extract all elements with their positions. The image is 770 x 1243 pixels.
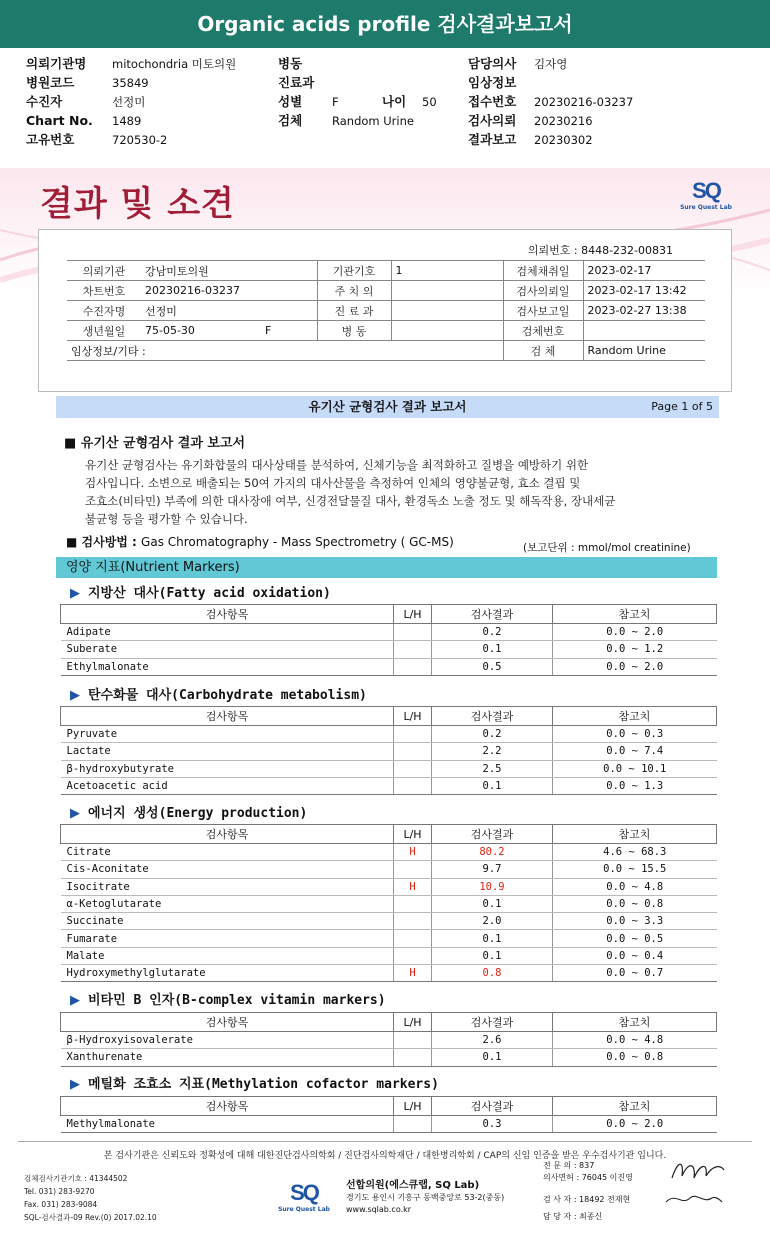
- header-lh: L/H: [394, 1097, 432, 1116]
- footer-logo-mark: SQ: [290, 1180, 318, 1205]
- category-title-text: 비타민 B 인자(B-complex vitamin markers): [88, 993, 386, 1008]
- info-label: 검체채취일: [503, 261, 583, 281]
- reference-range: 0.0 ~ 0.7: [553, 965, 717, 982]
- request-number-value: 8448-232-00831: [581, 244, 673, 257]
- result-value: 0.1: [432, 930, 553, 947]
- table-row: [61, 913, 717, 930]
- table-header-row: [61, 1013, 717, 1032]
- category-title-text: 지방산 대사(Fatty acid oxidation): [88, 586, 331, 601]
- header-label: 검사의뢰: [468, 113, 517, 128]
- result-value: 9.7: [432, 861, 553, 878]
- results-table: [60, 604, 717, 676]
- result-value: 0.1: [432, 641, 553, 658]
- table-row: [61, 965, 717, 982]
- info-value: 2023-02-17: [583, 261, 705, 281]
- signature-examiner: [664, 1190, 724, 1210]
- header-lh: L/H: [394, 605, 432, 624]
- header-result: 검사결과: [432, 707, 553, 726]
- section-description: [85, 456, 715, 528]
- lh-flag: H: [394, 844, 432, 861]
- lab-address: 경기도 용인시 기흥구 동백중앙로 53-2(중동): [346, 1193, 505, 1202]
- header-label: 병동: [278, 56, 303, 71]
- section-heading: ■ 유기산 균형검사 결과 보고서: [64, 436, 246, 451]
- lh-flag: [394, 624, 432, 641]
- signatory-line: 의사면허 : 76045 이진영: [543, 1172, 633, 1182]
- header-value: 20230216: [534, 114, 593, 128]
- info-value: [391, 301, 503, 321]
- lh-flag: [394, 947, 432, 964]
- header-value: 1489: [112, 114, 142, 128]
- info-label: 검체번호: [503, 321, 583, 341]
- footer-line: 검체검사기관기호 : 41344502: [24, 1174, 128, 1183]
- item-name: Adipate: [61, 624, 394, 641]
- header-label: 검체: [278, 113, 303, 128]
- reference-range: 0.0 ~ 0.3: [553, 726, 717, 743]
- info-label: 주 치 의: [317, 281, 391, 301]
- item-name: Citrate: [61, 844, 394, 861]
- header-ref: 참고치: [553, 605, 717, 624]
- header-item: 검사항목: [61, 1013, 394, 1032]
- result-value: 2.6: [432, 1032, 553, 1049]
- header-col-3: [468, 54, 633, 149]
- result-value: 0.1: [432, 1049, 553, 1066]
- logo-mark: SQ: [692, 178, 720, 203]
- lab-website: www.sqlab.co.kr: [346, 1205, 412, 1214]
- header-value: mitochondria 미토의원: [112, 57, 237, 71]
- category-title-text: 탄수화물 대사(Carbohydrate metabolism): [88, 688, 367, 703]
- info-label: 생년월일: [67, 321, 141, 341]
- item-name: Ethylmalonate: [61, 658, 394, 675]
- signature-doctor: [668, 1156, 728, 1186]
- header-label: 접수번호: [468, 94, 517, 109]
- header-label: 고유번호: [26, 132, 75, 147]
- sq-logo: [678, 178, 734, 224]
- signatory-line: 검 사 자 : 18492 전재현: [543, 1195, 631, 1204]
- item-name: Fumarate: [61, 930, 394, 947]
- table-row: [61, 726, 717, 743]
- info-value: 20230216-03237: [141, 281, 317, 301]
- info-value: 강남미토의원: [141, 261, 317, 281]
- reference-range: 0.0 ~ 0.8: [553, 895, 717, 912]
- reference-range: 0.0 ~ 15.5: [553, 861, 717, 878]
- reference-range: 0.0 ~ 0.8: [553, 1049, 717, 1066]
- header-label: 나이: [382, 94, 407, 109]
- result-value: 80.2: [432, 844, 553, 861]
- table-row: [61, 743, 717, 760]
- reference-range: 0.0 ~ 3.3: [553, 913, 717, 930]
- triangle-icon: ▶: [70, 993, 80, 1008]
- header-value: 20230302: [534, 133, 593, 147]
- accreditation-note: 본 검사기관은 신뢰도와 정확성에 대해 대한진단검사의학회 / 진단검사의학재단 / 대한병리학회 / CAP의 신임 인증을 받은 우수검사기관 입니다.: [103, 1151, 667, 1161]
- lh-flag: [394, 760, 432, 777]
- table-row: [61, 895, 717, 912]
- header-label: 수진자: [26, 94, 63, 109]
- info-value: 2023-02-17 13:42: [583, 281, 705, 301]
- table-header-row: [61, 825, 717, 844]
- table-header-row: [61, 707, 717, 726]
- triangle-icon: ▶: [70, 586, 80, 601]
- page-indicator: Page 1 of 5: [651, 400, 713, 413]
- result-value: 0.1: [432, 947, 553, 964]
- description-line: 검사입니다. 소변으로 배출되는 50여 가지의 대사산물을 측정하여 인체의 영양불균형, 효소 결핍 및: [85, 476, 581, 490]
- lh-flag: [394, 1116, 432, 1133]
- item-name: Methylmalonate: [61, 1116, 394, 1133]
- category-title-text: 에너지 생성(Energy production): [88, 806, 308, 821]
- footer-contact: [24, 1172, 157, 1224]
- lab-name: 선합의원(에스큐랩, SQ Lab): [346, 1180, 480, 1191]
- reference-range: 0.0 ~ 2.0: [553, 624, 717, 641]
- footer-logo-subtitle: Sure Quest Lab: [278, 1206, 330, 1213]
- reference-range: 0.0 ~ 4.8: [553, 878, 717, 895]
- category-title-text: 메틸화 조효소 지표(Methylation cofactor markers): [88, 1077, 439, 1092]
- lh-flag: [394, 641, 432, 658]
- reference-range: 4.6 ~ 68.3: [553, 844, 717, 861]
- description-line: 조효소(비타민) 부족에 의한 대사장애 여부, 신경전달물질 대사, 환경독소 노출 정도 및 해독작용, 장내세균: [85, 494, 616, 508]
- method-value: Gas Chromatography - Mass Spectrometry ( GC-MS): [141, 535, 454, 549]
- item-name: β-Hydroxyisovalerate: [61, 1032, 394, 1049]
- item-name: Xanthurenate: [61, 1049, 394, 1066]
- info-label: 기관기호: [317, 261, 391, 281]
- item-name: Suberate: [61, 641, 394, 658]
- category-title: [70, 802, 307, 821]
- table-row: [61, 947, 717, 964]
- result-value: 0.8: [432, 965, 553, 982]
- result-value: 0.2: [432, 726, 553, 743]
- header-ref: 참고치: [553, 1013, 717, 1032]
- clinical-info: [67, 341, 503, 361]
- header-value: 선정미: [112, 95, 146, 109]
- header-lh: L/H: [394, 707, 432, 726]
- lh-flag: [394, 895, 432, 912]
- header-label: 임상정보: [468, 75, 517, 90]
- header-label: Chart No.: [26, 113, 93, 128]
- reference-range: 0.0 ~ 1.3: [553, 777, 717, 794]
- info-label: 검사의뢰일: [503, 281, 583, 301]
- report-title-bar: [56, 396, 719, 418]
- lh-flag: [394, 913, 432, 930]
- table-row: [61, 878, 717, 895]
- result-value: 0.1: [432, 895, 553, 912]
- description-line: 유기산 균형검사는 유기화합물의 대사상태를 분석하여, 신체기능을 최적화하고 질병을 예방하기 위한: [85, 458, 589, 472]
- table-row: [61, 1116, 717, 1133]
- header-lh: L/H: [394, 825, 432, 844]
- lab-info: [346, 1180, 504, 1216]
- result-value: 10.9: [432, 878, 553, 895]
- item-name: Isocitrate: [61, 878, 394, 895]
- result-value: 2.0: [432, 913, 553, 930]
- info-label: 차트번호: [67, 281, 141, 301]
- results-table: [60, 824, 717, 982]
- info-value: 1: [391, 261, 503, 281]
- lh-flag: [394, 658, 432, 675]
- header-item: 검사항목: [61, 1097, 394, 1116]
- category-title: [70, 582, 331, 601]
- header-label: 진료과: [278, 75, 315, 90]
- reference-range: 0.0 ~ 0.5: [553, 930, 717, 947]
- reference-range: 0.0 ~ 2.0: [553, 1116, 717, 1133]
- info-label: 검 체: [503, 341, 583, 361]
- reference-range: 0.0 ~ 2.0: [553, 658, 717, 675]
- lh-flag: [394, 861, 432, 878]
- category-title: [70, 684, 367, 703]
- header-label: 의뢰기관명: [26, 56, 87, 71]
- reference-range: 0.0 ~ 7.4: [553, 743, 717, 760]
- header-col-2: [278, 54, 437, 130]
- item-name: β-hydroxybutyrate: [61, 760, 394, 777]
- header-label: 결과보고: [468, 132, 517, 147]
- header-col-1: [26, 54, 236, 149]
- lh-flag: [394, 743, 432, 760]
- method-line: [66, 533, 454, 550]
- item-name: Cis-Aconitate: [61, 861, 394, 878]
- table-row: [61, 777, 717, 794]
- reference-range: 0.0 ~ 0.4: [553, 947, 717, 964]
- item-name: Pyruvate: [61, 726, 394, 743]
- nutrient-markers-bar: 영양 지표(Nutrient Markers): [56, 557, 717, 578]
- category-title: [70, 989, 386, 1008]
- logo-subtitle: Sure Quest Lab: [680, 204, 732, 211]
- report-title: 유기산 균형검사 결과 보고서: [308, 399, 467, 414]
- lh-flag: [394, 1032, 432, 1049]
- info-label: 수진자명: [67, 301, 141, 321]
- result-value: 2.2: [432, 743, 553, 760]
- header-result: 검사결과: [432, 1013, 553, 1032]
- table-header-row: [61, 605, 717, 624]
- header-value: 김자영: [534, 57, 568, 71]
- triangle-icon: ▶: [70, 806, 80, 821]
- footer-line: Fax. 031) 283-9084: [24, 1200, 98, 1209]
- clinical-info-label: 임상정보/기타 :: [71, 344, 146, 358]
- header-item: 검사항목: [61, 707, 394, 726]
- signatories: [543, 1160, 633, 1222]
- reference-range: 0.0 ~ 10.1: [553, 760, 717, 777]
- signatory-line: 담 당 자 : 최종신: [543, 1211, 603, 1221]
- info-label: 병 동: [317, 321, 391, 341]
- header-result: 검사결과: [432, 1097, 553, 1116]
- lh-flag: H: [394, 965, 432, 982]
- info-value: [583, 321, 705, 341]
- table-row: [61, 930, 717, 947]
- table-row: [61, 1049, 717, 1066]
- reference-range: 0.0 ~ 1.2: [553, 641, 717, 658]
- request-number: [528, 242, 673, 258]
- header-item: 검사항목: [61, 605, 394, 624]
- request-number-label: 의뢰번호 :: [527, 244, 578, 257]
- results-table: [60, 1096, 717, 1133]
- footer-divider: [18, 1141, 752, 1142]
- header-result: 검사결과: [432, 825, 553, 844]
- category-title: [70, 1073, 439, 1092]
- birth-date: 75-05-30: [145, 324, 195, 337]
- signatory-line: [543, 1183, 633, 1194]
- table-row: [61, 861, 717, 878]
- request-info-table: [67, 260, 705, 361]
- item-name: Succinate: [61, 913, 394, 930]
- table-row: [61, 624, 717, 641]
- item-name: α-Ketoglutarate: [61, 895, 394, 912]
- method-label: ■ 검사방법 :: [66, 535, 142, 549]
- lh-flag: [394, 726, 432, 743]
- header-value: 720530-2: [112, 133, 168, 147]
- triangle-icon: ▶: [70, 1077, 80, 1092]
- sex-value: F: [264, 324, 272, 337]
- info-value: [391, 321, 503, 341]
- info-value: Random Urine: [583, 341, 705, 361]
- info-value: 선정미: [141, 301, 317, 321]
- table-row: [61, 641, 717, 658]
- info-value: 2023-02-27 13:38: [583, 301, 705, 321]
- header-label: 성별: [278, 94, 303, 109]
- header-ref: 참고치: [553, 1097, 717, 1116]
- table-row: [61, 760, 717, 777]
- info-value: [391, 281, 503, 301]
- info-label: 검사보고일: [503, 301, 583, 321]
- footer-sq-logo: [276, 1180, 332, 1213]
- item-name: Acetoacetic acid: [61, 777, 394, 794]
- footer-line: SQL-검사결과-09 Rev.(0) 2017.02.10: [24, 1213, 157, 1222]
- lh-flag: H: [394, 878, 432, 895]
- triangle-icon: ▶: [70, 688, 80, 703]
- info-label: 진 료 과: [317, 301, 391, 321]
- table-row: [61, 1032, 717, 1049]
- header-ref: 참고치: [553, 707, 717, 726]
- item-name: Malate: [61, 947, 394, 964]
- footer-line: Tel. 031) 283-9270: [24, 1187, 95, 1196]
- header-value: F: [332, 95, 339, 109]
- header-value: 50: [422, 95, 437, 109]
- lh-flag: [394, 777, 432, 794]
- result-value: 2.5: [432, 760, 553, 777]
- results-table: [60, 706, 717, 795]
- item-name: Hydroxymethylglutarate: [61, 965, 394, 982]
- table-row: [61, 658, 717, 675]
- lh-flag: [394, 930, 432, 947]
- lh-flag: [394, 1049, 432, 1066]
- header-ref: 참고치: [553, 825, 717, 844]
- header-result: 검사결과: [432, 605, 553, 624]
- header-label: 병원코드: [26, 75, 75, 90]
- header-value: Random Urine: [332, 114, 414, 128]
- signatory-line: 전 문 의 : 837: [543, 1161, 595, 1170]
- header-value: 20230216-03237: [534, 95, 634, 109]
- report-banner: Organic acids profile 검사결과보고서: [0, 0, 770, 48]
- table-row: [61, 844, 717, 861]
- info-value: [141, 321, 317, 341]
- description-line: 불균형 등을 평가할 수 있습니다.: [85, 512, 248, 526]
- request-info-box: [38, 229, 732, 392]
- result-value: 0.5: [432, 658, 553, 675]
- result-value: 0.3: [432, 1116, 553, 1133]
- header-label: 담당의사: [468, 56, 517, 71]
- info-label: 의뢰기관: [67, 261, 141, 281]
- result-value: 0.1: [432, 777, 553, 794]
- item-name: Lactate: [61, 743, 394, 760]
- header-value: 35849: [112, 76, 149, 90]
- table-header-row: [61, 1097, 717, 1116]
- reference-range: 0.0 ~ 4.8: [553, 1032, 717, 1049]
- result-value: 0.2: [432, 624, 553, 641]
- report-unit: (보고단위 : mmol/mol creatinine): [523, 542, 691, 554]
- results-heading: 결과 및 소견: [40, 184, 235, 224]
- results-table: [60, 1012, 717, 1067]
- header-item: 검사항목: [61, 825, 394, 844]
- header-lh: L/H: [394, 1013, 432, 1032]
